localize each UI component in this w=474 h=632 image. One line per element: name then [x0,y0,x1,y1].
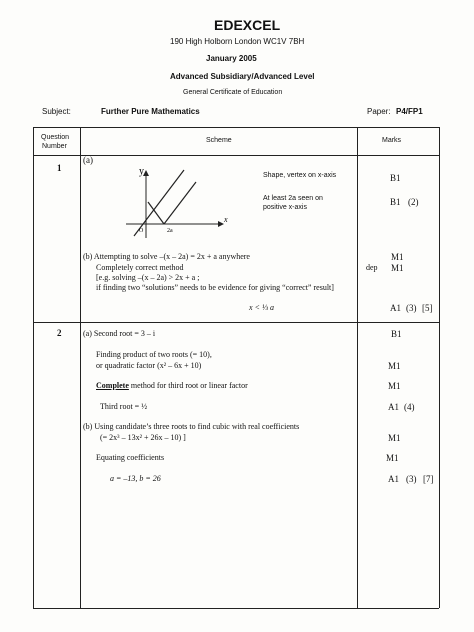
q1b-line2: Completely correct method [96,263,184,272]
exam-level: Advanced Subsidiary/Advanced Level [170,72,315,81]
question-number-1: 1 [57,163,62,173]
subject-label: Subject: [42,107,71,116]
q2a-subtotal: (4) [404,402,415,412]
subject-value: Further Pure Mathematics [101,107,200,116]
q2b-subtotal: (3) [406,474,417,484]
graph-x-label: x [224,215,228,224]
address: 190 High Holborn London WC1V 7BH [170,37,305,46]
q2a-quadratic-line: or quadratic factor (x² – 6x + 10) [96,361,202,370]
org-title: EDEXCEL [214,17,281,33]
q2b-equating: Equating coefficients [96,453,165,462]
header-marks: Marks [382,137,402,144]
paper-label: Paper: [367,107,391,116]
graph-vertex-label: 2a [167,228,173,234]
q2-mark-m1-equating: M1 [386,453,399,463]
q2-total: [7] [423,474,434,484]
q1-total: [5] [422,303,433,313]
q2a-third-root-method: Complete method for third root or linear factor [96,381,248,390]
q2-mark-a1-root: A1 [388,402,399,412]
header-number: Number [42,143,67,150]
paper-value: P4/FP1 [396,107,423,116]
q1b-mark2: M1 [391,263,404,273]
q1-mark-b1-shape: B1 [390,173,401,183]
q1b-line4: if finding two “solutions” needs to be evidence for giving “correct” result] [96,283,334,292]
header-scheme: Scheme [206,137,232,144]
question-number-2: 2 [57,328,62,338]
q1b-mark1: M1 [391,252,404,262]
q1-part-a: (a) [83,155,93,165]
q2a-third-root: Third root = ½ [100,402,148,411]
graph-y-label: y [139,166,144,177]
q1b-subtotal: (3) [406,303,417,313]
exam-date: January 2005 [206,54,257,63]
certificate: General Certificate of Education [183,89,283,96]
q1b-dep: dep [366,263,378,272]
complete-emphasis: Complete [96,381,129,390]
q1b-answer-mark: A1 [390,303,401,313]
q1b-line1: (b) Attempting to solve –(x – 2a) = 2x + a anywhere [83,252,250,261]
q2a-product-line: Finding product of two roots (= 10), [96,350,212,359]
q2-mark-m1-cubic: M1 [388,433,401,443]
q2-mark-m1-product: M1 [388,361,401,371]
q1b-line3: [e.g. solving –(x – 2a) > 2x + a ; [96,273,200,282]
q1-total-a: (2) [408,197,419,207]
q1-criterion-2: At least 2a seen on [263,195,323,202]
modulus-graph [112,160,252,242]
header-question: Question [41,134,70,141]
q2-mark-b1: B1 [391,329,402,339]
q2a-second-root: (a) Second root = 3 – i [83,329,156,338]
graph-origin-label: O [139,228,144,234]
q2-mark-m1-method: M1 [388,381,401,391]
q1-mark-b1-2a: B1 [390,197,401,207]
q1-criterion-2b: positive x-axis [263,204,307,211]
q2-mark-a1-answer: A1 [388,474,399,484]
q1b-answer: x < ⅓ a [249,303,274,312]
q2b-answer: a = –13, b = 26 [110,474,161,483]
q2b-cubic-expression: (= 2x³ – 13x² + 26x – 10) ] [100,433,186,442]
q2b-cubic-line: (b) Using candidate’s three roots to find cubic with real coefficients [83,422,300,431]
q1-criterion-1: Shape, vertex on x-axis [263,172,337,179]
